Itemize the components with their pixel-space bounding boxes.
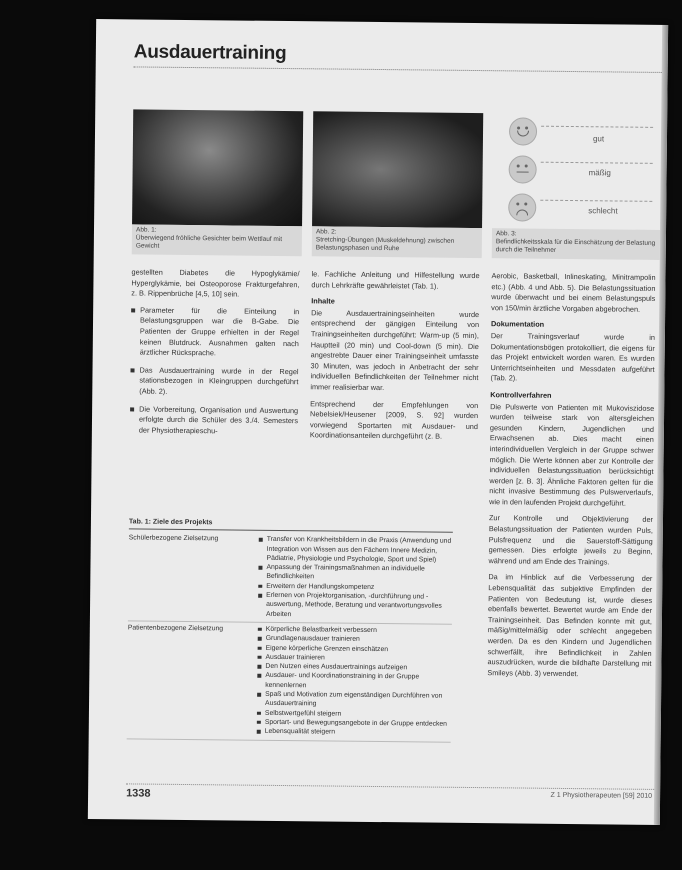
section-heading-dokumentation: Dokumentation: [490, 319, 545, 330]
rating-bad-label: schlecht: [588, 206, 618, 216]
journal-reference: Z 1 Physiotherapeuten [59] 2010: [550, 791, 653, 800]
table-item: Den Nutzen eines Ausdauertrainings aufzeigen: [257, 662, 451, 673]
happy-face-icon: [509, 117, 537, 145]
table-item: Eigene körperliche Grenzen einschätzen: [258, 643, 452, 654]
rating-medium-label: mäßig: [588, 168, 611, 178]
neutral-face-icon: [509, 155, 537, 183]
table-item: Ausdauer trainieren: [257, 653, 451, 664]
table-item: Spaß und Motivation zum eigenständigen Durchführen von Ausdauertraining: [257, 690, 451, 711]
bullet-item: Die Vorbereitung, Organisation und Auswertung erfolgte durch die Schüler des 3./4. Semesters der Physiotherapieschu-: [130, 404, 298, 438]
page-number: 1338: [126, 787, 151, 800]
rating-line-medium: [541, 162, 653, 164]
figure-2: [312, 111, 484, 261]
table-item: Grundlagenausdauer trainieren: [258, 634, 452, 645]
page: [88, 19, 668, 825]
footer-divider: [126, 783, 654, 790]
text-column-3: [487, 271, 655, 686]
table-item: Körperliche Belastbarkeit verbessern: [258, 625, 452, 636]
rating-line-good: [541, 126, 653, 128]
figure-2-caption-text: Stretching-Übungen (Muskeldehnung) zwischen Belastungsphasen und Ruhe: [315, 236, 455, 253]
goals-table: [127, 517, 453, 742]
paragraph: Der Trainingsverlauf wurde in Dokumentationsbögen protokolliert, die eigens für das Projekt entwickelt worden waren. Es wurden Unterrichtseinheiten und Messdaten aufgeführt (Tab. 2).: [490, 331, 655, 383]
table-item: Erweitern der Handlungskompetenz: [258, 582, 452, 593]
paragraph: Zur Kontrolle und Objektivierung der Belastungssituation der Patienten wurden Puls, Pulsfrequenz und die Sauerstoff-Sättigung gemessen. Dies erfolgte jeweils zu Beginn, während und am Ende des Trainings.: [488, 513, 654, 567]
table-category: Patientenbezogene Zielsetzung: [127, 624, 224, 633]
section-heading-inhalte: Inhalte: [311, 296, 335, 306]
paragraph: Die Pulswerte von Patienten mit Mukoviszidose wurden teilweise stark von altersgleichen gesunden Kindern, Jugendlichen und Erwachsenen ab. Dies macht einen interindividuellen Vergleich in der Gruppe schwer möglich. Die Werte können aber zur Kontrolle der individuellen Belastungssituation berücksichtigt werden [z. B. 3]. Ähnliche Faktoren gelten für die nicht invasive Bestimmung des Pulswerverlaufs, wie in den laufenden Projekt durchgeführt.: [489, 401, 655, 508]
table-item: Lebensqualität steigern: [257, 727, 451, 738]
paragraph: Aerobic, Basketball, Inlineskating, Minitrampolin etc.) (Abb. 4 und Abb. 5). Die Belastungssituation wurde überwacht und bei einem Belastungspuls von 150/min ärztliche Vorgaben abgebrochen.: [491, 271, 656, 314]
table-item: Transfer von Krankheitsbildern in die Praxis (Anwendung und Integration von Wissen aus den Fächern Innere Medizin, Pädiatrie, Physiologie und Psychologie, Sport und Spiel): [259, 535, 453, 565]
figure-3-caption-label: Abb. 3:: [495, 230, 517, 238]
table-item: Erlernen von Projektorganisation, -durchführung und -auswertung, Methode, Beratung und verantwortungsvolles Arbeiten: [258, 591, 452, 621]
figure-2-photo: [312, 111, 483, 228]
figure-2-caption: [312, 226, 482, 258]
table-item: Anpassung der Trainingsmaßnahmen an individuelle Befindlichkeiten: [258, 563, 452, 584]
table-item: Selbstwertgefühl steigern: [257, 708, 451, 719]
figure-1-caption-label: Abb. 1:: [135, 226, 157, 234]
table-title: Tab. 1: Ziele des Projekts: [129, 517, 453, 533]
bullet-item: Das Ausdauertraining wurde in der Regel stationsbezogen in Kleingruppen durchgeführt (Abb. 2).: [130, 365, 298, 399]
header-divider: [134, 66, 662, 73]
figure-1-photo: [132, 109, 303, 226]
page-title: Ausdauertraining: [133, 41, 287, 65]
table-row: [127, 621, 452, 742]
table-row: [128, 532, 453, 625]
figure-1-caption-text: Überwiegend fröhliche Gesichter beim Wettlauf mit Gewicht: [135, 234, 283, 250]
figure-1-caption: [132, 224, 302, 256]
paragraph: Die Ausdauertrainingseinheiten wurde entsprechend der gängigen Einteilung von Trainingseinheiten durchgeführt: Warm-up (5 min), Hauptteil (20 min) und Cool-down (5 min). Die angestrebte Dauer einer Trainingseinheit umfasste 30 Minuten, was jedoch in Anbetracht der sehr individuellen Befindlichkeiten der Teilnehmer nicht immer realisierbar war.: [310, 308, 480, 392]
paragraph: gestellten Diabetes die Hypoglykämie/ Hyperglykämie, bei Osteoporose Frakturgefahren, z. B. Rippenbrüche [4,5, 10] sein.: [131, 267, 300, 299]
bullet-item: Parameter für die Einteilung in Belastungsgruppen war die B-Gabe. Die Patienten der Gruppe erhielten in der Regel keinen Blutdruck. Ausnahmen galten nach ärztlicher Rücksprache.: [131, 305, 300, 360]
rating-line-bad: [540, 200, 652, 202]
paragraph: le. Fachliche Anleitung und Hilfestellung wurde durch Lehrkräfte gewährleistet (Tab. 1).: [311, 269, 480, 291]
figure-3-caption: [492, 228, 660, 260]
text-column-2: [310, 269, 480, 449]
table-item: Ausdauer- und Koordinationstraining in der Gruppe kennenlernen: [257, 671, 451, 692]
figure-2-caption-label: Abb. 2:: [315, 228, 337, 236]
sad-face-icon: [508, 193, 536, 221]
section-heading-kontrollverfahren: Kontrollverfahren: [490, 390, 552, 400]
figure-1: [132, 109, 304, 259]
paragraph: Entsprechend der Empfehlungen von Nebelsiek/Heusener [2009, S. 92] wurden vorwiegend Sportarten mit Ausdauer- und Koordinationsanteilen durchgeführt (z. B.: [309, 398, 479, 441]
table-category: Schülerbezogene Zielsetzung: [128, 534, 219, 543]
table-item: Sportart- und Bewegungsangebote in der Gruppe entdecken: [257, 718, 451, 729]
figure-3-caption-text: Befindlichkeitsskala für die Einschätzung der Belastung durch die Teilnehmer: [495, 238, 656, 254]
paragraph: Da im Hinblick auf die Verbesserung der Lebensqualität das subjektive Empfinden der Patienten von Bedeutung ist, wurde dieses ebenfalls bewertet. Bewertet wurde am Ende der Trainingseinheit. Das Befinden konnte mit gut, mäßig/mittelmäßig oder schlecht angegeben werden. Da es den Kindern und Jugendlichen schwerfällt, ihre Befindlichkeit in Zahlen auszudrücken, wurde die bildhafte Darstellung mit Smileys (Abb. 3) verwendet.: [487, 572, 653, 678]
rating-good-label: gut: [592, 134, 605, 144]
figure-3: [492, 113, 662, 263]
text-column-1: [130, 267, 300, 444]
